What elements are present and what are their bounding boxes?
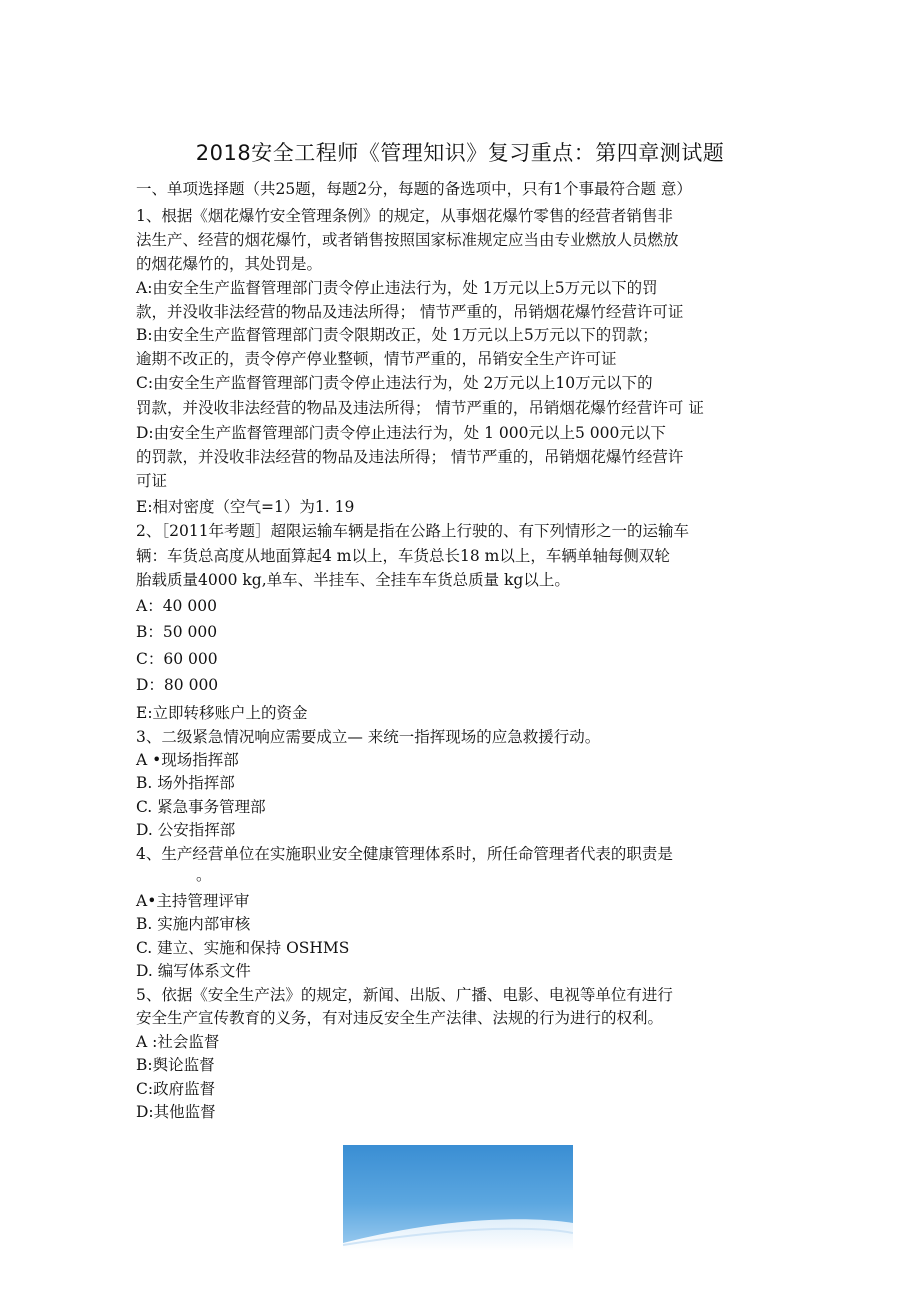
question-1-option-e: E:相对密度（空气=1）为1. 19 [136, 498, 355, 516]
question-2-stem: 2、［2011年考题］超限运输车辆是指在公路上行驶的、有下列情形之一的运输车 [136, 522, 690, 540]
question-3-option-d: D. 公安指挥部 [136, 821, 236, 839]
section-heading: 一、单项选择题（共25题，每题2分，每题的备选项中，只有1个事最符合题 意） [136, 180, 692, 198]
question-3-option-c: C. 紧急事务管理部 [136, 798, 266, 816]
question-1-option-d: D:由安全生产监督管理部门责令停止违法行为，处 1 000元以上5 000元以下 [136, 424, 666, 442]
question-1-stem: 法生产、经营的烟花爆竹，或者销售按照国家标准规定应当由专业燃放人员燃放 [136, 231, 679, 249]
question-1-option-d: 可证 [136, 472, 168, 490]
question-4-option-d: D. 编写体系文件 [136, 962, 251, 980]
question-1-stem: 1、根据《烟花爆竹安全管理条例》的规定，从事烟花爆竹零售的经营者销售非 [136, 207, 673, 225]
question-5-stem: 5、依据《安全生产法》的规定，新闻、出版、广播、电影、电视等单位有进行 [136, 986, 673, 1004]
question-5-option-c: C:政府监督 [136, 1080, 216, 1098]
question-3-stem: 3、二级紧急情况响应需要成立— 来统一指挥现场的应急救援行动。 [136, 728, 601, 746]
sky-photo [343, 1145, 573, 1251]
question-1-option-a: 款，并没收非法经营的物品及违法所得； 情节严重的，吊销烟花爆竹经营许可证 [136, 303, 684, 321]
question-1-option-b: 逾期不改正的，责令停产停业整顿，情节严重的，吊销安全生产许可证 [136, 350, 617, 368]
question-2-option-b: B：50 000 [136, 623, 218, 641]
question-1-option-c: C:由安全生产监督管理部门责令停止违法行为，处 2万元以上10万元以下的 [136, 374, 653, 392]
question-1-option-b: B:由安全生产监督管理部门责令限期改正，处 1万元以上5万元以下的罚款； [136, 326, 658, 344]
sky-photo-graphic [343, 1145, 573, 1251]
question-5-option-d: D:其他监督 [136, 1103, 216, 1121]
question-2-option-c: C：60 000 [136, 650, 218, 668]
question-1-option-c: 罚款，并没收非法经营的物品及违法所得； 情节严重的，吊销烟花爆竹经营许可 证 [136, 399, 704, 417]
question-1-stem: 的烟花爆竹的，其处罚是。 [136, 255, 323, 273]
question-2-stem: 胎载质量4000 kg,单车、半挂车、全挂车车货总质量 kg以上。 [136, 571, 570, 589]
question-4-stem: 4、生产经营单位在实施职业安全健康管理体系时，所任命管理者代表的职责是 [136, 845, 673, 863]
question-5-stem: 安全生产宣传教育的义务，有对违反安全生产法律、法规的行为进行的权利。 [136, 1009, 664, 1027]
question-2-option-e: E:立即转移账户上的资金 [136, 704, 308, 722]
question-1-option-d: 的罚款，并没收非法经营的物品及违法所得； 情节严重的，吊销烟花爆竹经营许 [136, 448, 684, 466]
question-2-option-a: A：40 000 [136, 597, 217, 615]
question-3-option-a: A •现场指挥部 [136, 751, 239, 769]
question-4-stem: 。 [196, 866, 212, 884]
question-1-option-a: A:由安全生产监督管理部门责令停止违法行为，处 1万元以上5万元以下的罚 [136, 279, 658, 297]
question-4-option-b: B. 实施内部审核 [136, 915, 251, 933]
question-5-option-a: A :社会监督 [136, 1033, 220, 1051]
document-title: 2018安全工程师《管理知识》复习重点：第四章测试题 [195, 141, 725, 165]
question-2-option-d: D：80 000 [136, 676, 219, 694]
question-3-option-b: B. 场外指挥部 [136, 774, 235, 792]
question-2-stem: 辆：车货总高度从地面算起4 m以上，车货总长18 m以上，车辆单轴每侧双轮 [136, 547, 670, 565]
question-5-option-b: B:舆论监督 [136, 1056, 215, 1074]
question-4-option-c: C. 建立、实施和保持 OSHMS [136, 939, 350, 957]
question-4-option-a: A•主持管理评审 [136, 892, 250, 910]
